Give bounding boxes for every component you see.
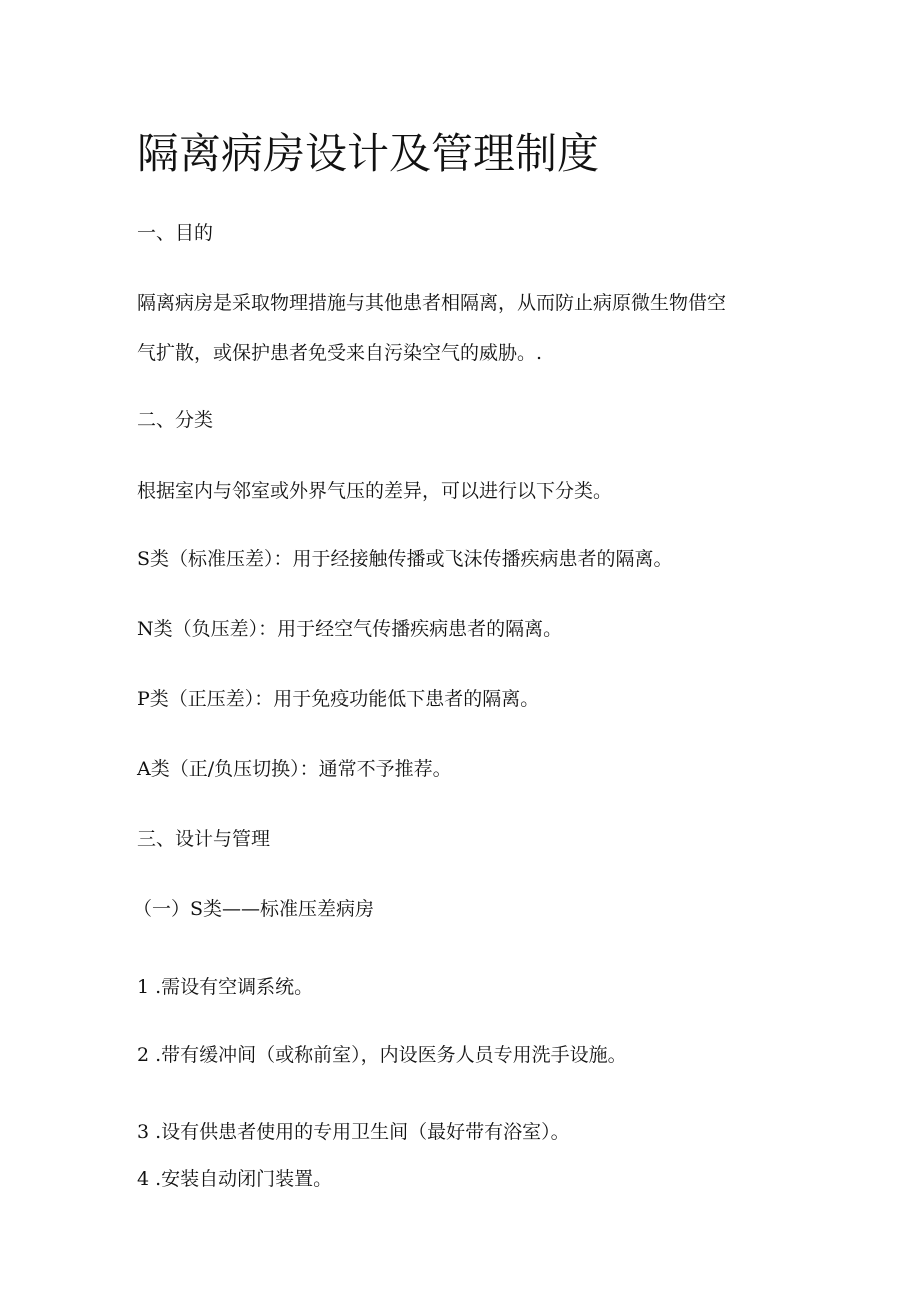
purpose-paragraph-line-1: 隔离病房是采取物理措施与其他患者相隔离，从而防止病原微生物借空 <box>137 292 727 314</box>
document-title: 隔离病房设计及管理制度 <box>137 129 600 178</box>
section-heading-classification: 二、分类 <box>137 409 214 431</box>
purpose-paragraph-line-2: 气扩散，或保护患者免受来自污染空气的威胁。. <box>137 342 543 364</box>
classification-item-a: A类（正/负压切换）：通常不予推荐。 <box>137 758 452 780</box>
design-item-3: 3 .设有供患者使用的专用卫生间（最好带有浴室）。 <box>137 1121 570 1143</box>
classification-item-p: P类（正压差）：用于免疫功能低下患者的隔离。 <box>137 688 540 710</box>
section-heading-purpose: 一、目的 <box>137 222 214 244</box>
section-heading-design: 三、设计与管理 <box>137 828 271 850</box>
design-item-2: 2 .带有缓冲间（或称前室），内设医务人员专用洗手设施。 <box>137 1044 627 1066</box>
design-item-4: 4 .安装自动闭门装置。 <box>137 1168 333 1190</box>
design-subheading-s: （一）S类——标准压差病房 <box>133 898 375 920</box>
classification-item-n: N类（负压差）：用于经空气传播疾病患者的隔离。 <box>137 618 563 640</box>
classification-item-s: S类（标准压差）：用于经接触传播或飞沫传播疾病患者的隔离。 <box>137 548 673 570</box>
classification-intro: 根据室内与邻室或外界气压的差异，可以进行以下分类。 <box>137 480 613 502</box>
design-item-1: 1 .需设有空调系统。 <box>137 976 314 998</box>
